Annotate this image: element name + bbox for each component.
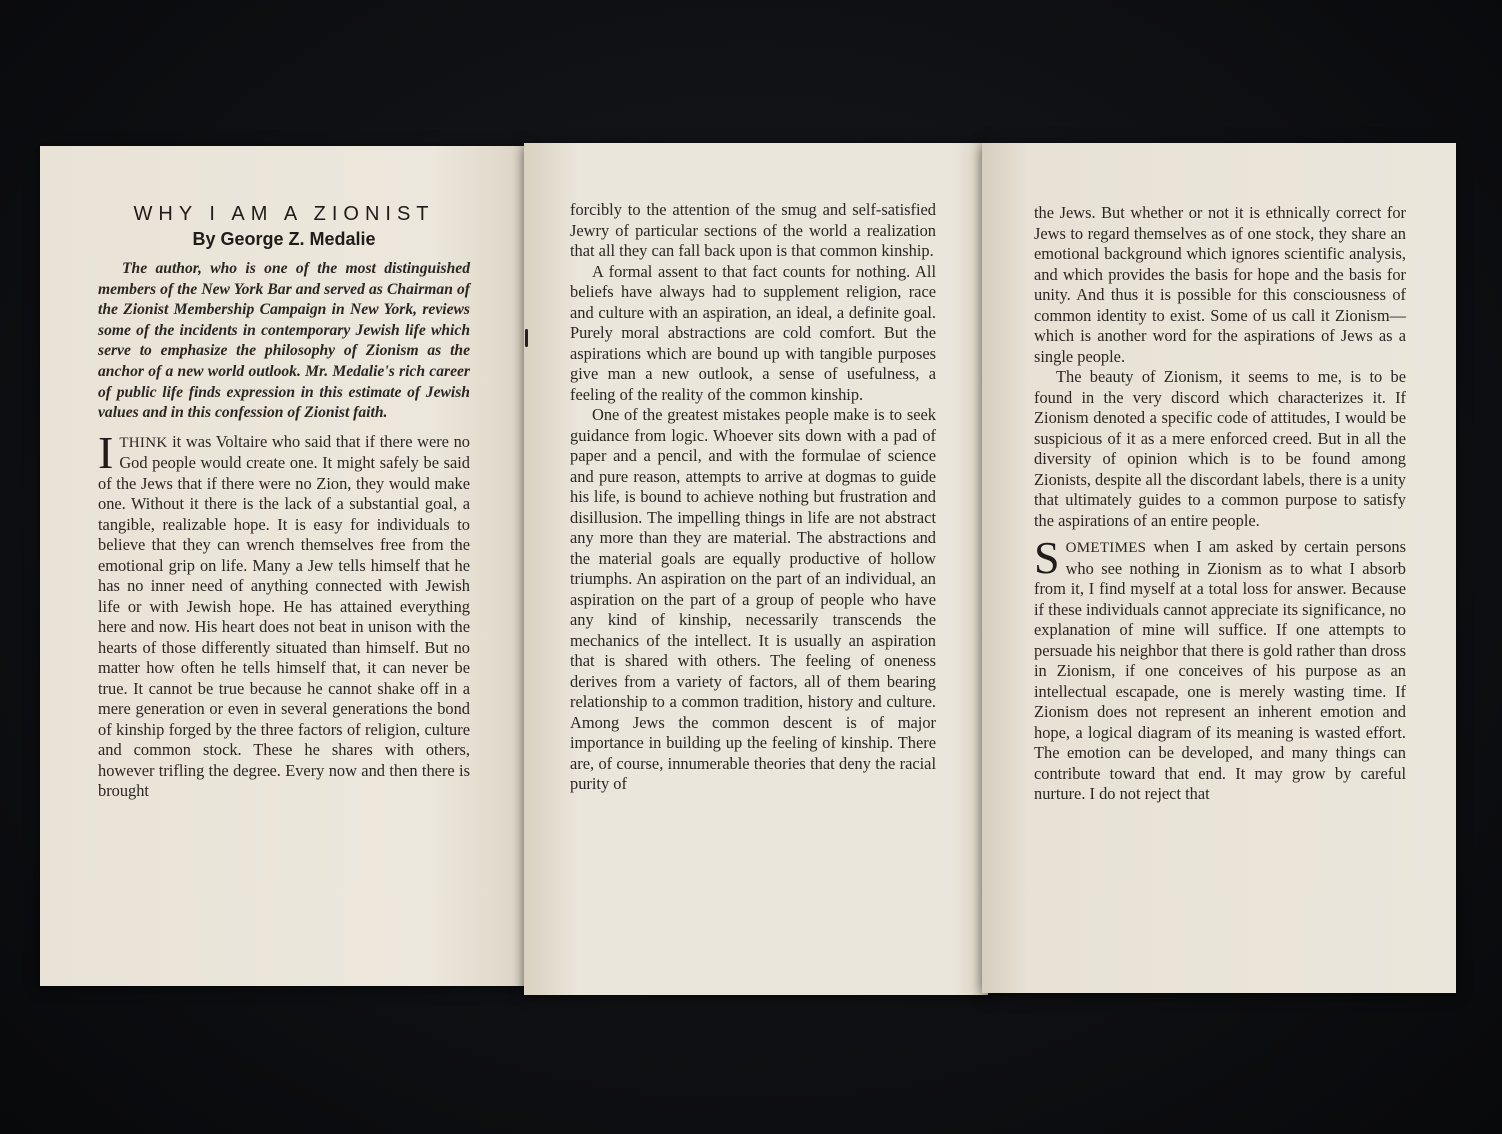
article-byline: By George Z. Medalie (192, 228, 376, 249)
paragraph-beauty-of-zionism: The beauty of Zionism, it seems to me, is to be found in the very discord which characterizes it. If Zionism denoted a specific code of attitudes, I would be suspicious of it as a mere enforced creed. But in all the diversity of opinion which is to be found among Zionists, despite all the discordant labels, there is a unity that ultimately guides to a common purpose to satisfy the aspirations of an entire people. (1034, 367, 1406, 530)
paragraph-greatest-mistakes: One of the greatest mistakes people make is to seek guidance from logic. Whoever sits down with a pad of paper and a pencil, and with the formulae of science and pure reason, attempts to arrive at dogmas to guide his life, is bound to achieve nothing but frustration and disillusion. The impelling things in life are not abstract any more than they are material. The abstractions and the material goals are equally productive of hollow triumphs. An aspiration on the part of an individual, an aspiration on the part of a group of people who have any kind of kinship, necessarily transcends the mechanics of the intellect. It is usually an aspiration that is shared with others. The feeling of oneness derives from a variety of factors, all of them bearing relationship to a common tradition, history and culture. Among Jews the common descent is of major importance in building up the feeling of kinship. There are, of course, innumerable theories that deny the racial purity of (570, 405, 936, 793)
drop-cap-i: I (98, 426, 114, 478)
author-intro: The author, who is one of the most distinguished members of the New York Bar and served as Chairman of the Zionist Membership Campaign in New York, reviews some of the incidents in contemporary Jewish life which serve to emphasize the philosophy of Zionism as the anchor of a new world outlook. Mr. Medalie's rich career of public life finds expression in this estimate of Jewish values and in this confession of Zionist faith. (98, 260, 470, 422)
paragraph-formal-assent: A formal assent to that fact counts for nothing. All beliefs have always had to supplement religion, race and culture with an aspiration, an ideal, a definite goal. Purely moral abstractions are cold comfort. But the aspirations which are bound up with tangible purposes give man a new outlook, a sense of usefulness, a feeling of the reality of the common kinship. (570, 261, 936, 404)
paragraph-continued: forcibly to the attention of the smug and self-satisfied Jewry of particular sections of the world a realization that all they can fall back upon is that common kinship. (570, 200, 936, 260)
sometimes-body: when I am asked by certain persons who see nothing in Zionism as to what I absorb from it, I find myself at a total loss for answer. Because if these individuals cannot appreciate its significance, no explanation of mine will suffice. If one attempts to persuade his neighbor that there is gold rather than dross in Zionism, if one conceives of his purpose as an intellectual escapade, one is merely wasting time. If Zionism does not represent an inherent emotion and hope, a logical diagram of its meaning is wasted effort. The emotion can be developed, and many things can contribute toward that end. It may grow by careful nurture. I do not reject that (1034, 537, 1406, 803)
article-title: WHY I AM A ZIONIST (133, 203, 435, 225)
lead-word: THINK (119, 434, 168, 451)
left-column (98, 204, 470, 802)
middle-page (524, 143, 988, 995)
opening-paragraph (98, 426, 470, 802)
page-edge-mark (525, 329, 528, 347)
middle-column (570, 200, 936, 795)
paragraph-the-jews: the Jews. But whether or not it is ethnically correct for Jews to regard themselves as of one stock, they share an emotional background which ignores scientific analysis, and which provides the basis for hope and the basis for unity. And thus it is possible for this consciousness of common identity to exist. Some of us call it Zionism—which is another word for the aspirations of Jews as a single people. (1034, 203, 1406, 366)
drop-cap-s: S (1034, 532, 1060, 583)
lead-word-sometimes: OMETIMES (1065, 540, 1147, 556)
paragraph-sometimes (1034, 532, 1406, 805)
left-page (40, 146, 528, 986)
opening-body: it was Voltaire who said that if there were no God people would create one. It might safely be said of the Jews that if there were no Zion, they would make one. Without it there is the lack of a substantial goal, a tangible, realizable hope. It is easy for individuals to believe that they can wrench themselves free from the emotional grip on life. Many a Jew tells himself that he has no inner need of anything connected with Jewish life or with Jewish hope. He has attained everything here and now. His heart does not beat in unison with the hearts of those differently situated than himself. But no matter how often he tells himself that, it can never be true. It cannot be true because he cannot shake off in a mere generation or even in several generations the bond of kinship forged by the three factors of religion, culture and common stock. These he shares with others, however trifling the degree. Every now and then there is brought (98, 431, 470, 801)
right-page (982, 143, 1456, 993)
right-column (1034, 203, 1406, 805)
